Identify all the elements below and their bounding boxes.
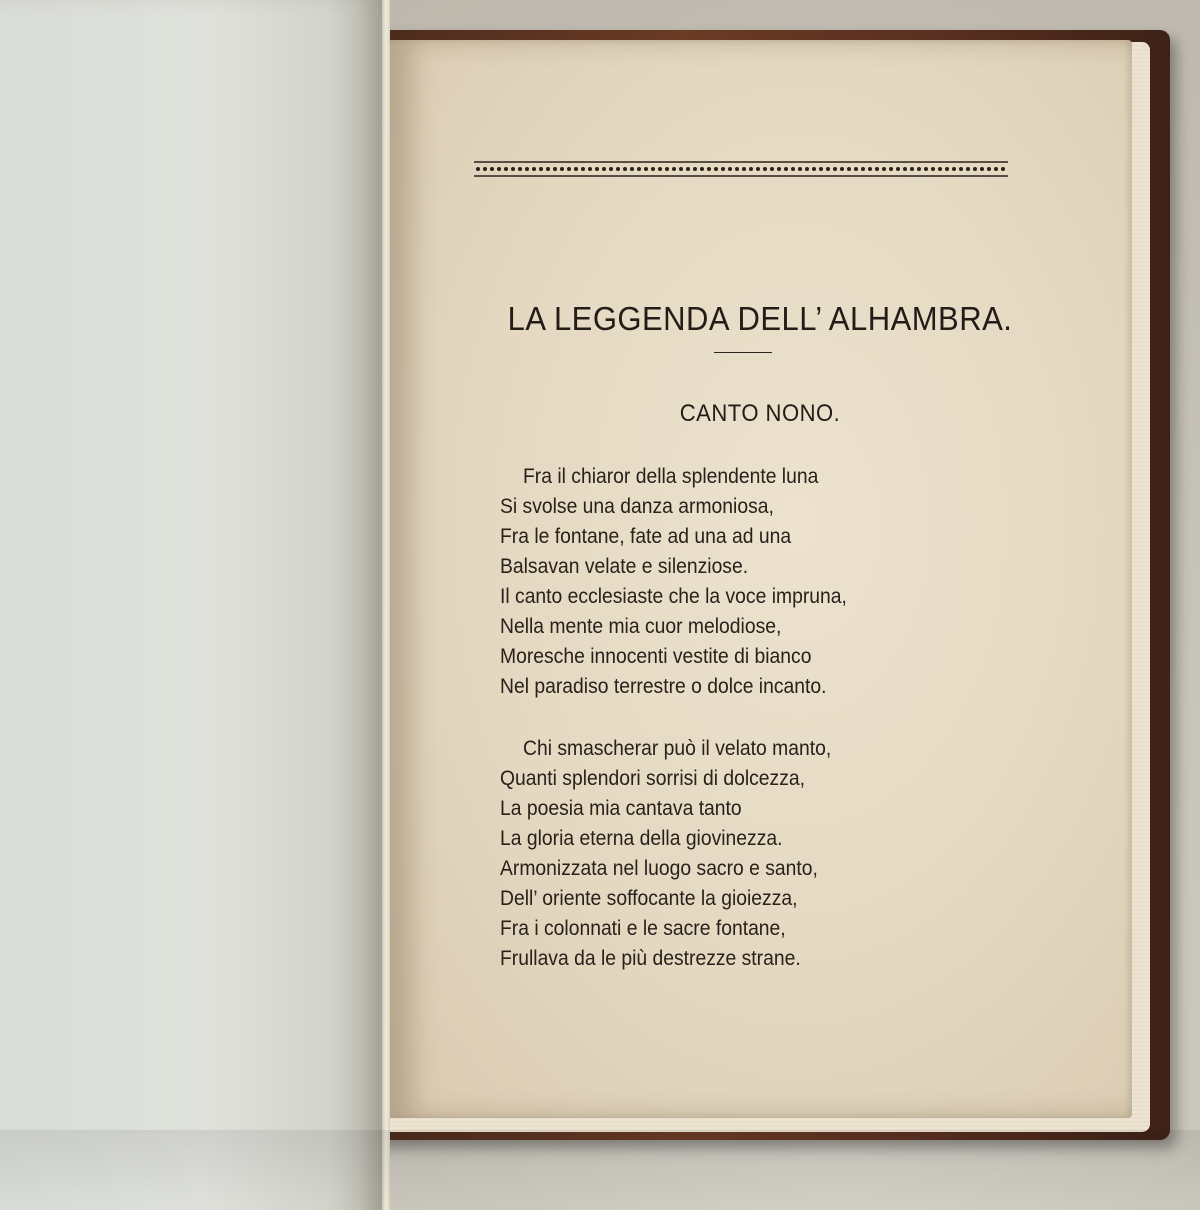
verse-line: Dell’ oriente soffocante la gioiezza, [500,887,798,910]
ornament-dot [952,167,956,171]
stanza-1 [500,462,847,702]
ornament-dot [539,167,543,171]
ornament-dot [546,167,550,171]
ornament-dot [595,167,599,171]
ornament-graphic [474,160,1008,178]
verse-line: Fra i colonnati e le sacre fontane, [500,917,786,940]
ornament-dot [917,167,921,171]
left-page-edge [382,0,390,1210]
ornament-dot [910,167,914,171]
ornament-dot [896,167,900,171]
ornament-dot [945,167,949,171]
ornament-dot [826,167,830,171]
ornament-dot [602,167,606,171]
verse-line: La poesia mia cantava tanto [500,797,742,820]
table-shadow [0,1130,1200,1210]
ornament-dot [938,167,942,171]
ornament-dot [889,167,893,171]
ornament-dot [980,167,984,171]
ornament-dot [1001,167,1005,171]
ornament-dot [812,167,816,171]
poem-title: LA LEGGENDA DELL’ ALHAMBRA. [507,300,1013,337]
ornament-dot [819,167,823,171]
ornament-dot [665,167,669,171]
verse-line: Fra il chiaror della splendente luna [523,465,819,488]
ornament-dot [658,167,662,171]
ornament-dot [497,167,501,171]
ornament-dot [588,167,592,171]
verse-line: Frullava da le più destrezze strane. [500,947,801,970]
ornament-dot [609,167,613,171]
ornament-dot [707,167,711,171]
stanza-2 [500,734,831,974]
ornament-dot [805,167,809,171]
ornament-dot [903,167,907,171]
ornament-dot [644,167,648,171]
verse-line: La gloria eterna della giovinezza. [500,827,783,850]
canto-heading: CANTO NONO. [679,400,841,427]
verse-line: Nel paradiso terrestre o dolce incanto. [500,675,827,698]
ornament-dot [672,167,676,171]
ornament-dot [861,167,865,171]
ornament-dot [798,167,802,171]
ornament-dot [756,167,760,171]
ornament-dot [763,167,767,171]
ornament-dot [623,167,627,171]
ornament-dot [553,167,557,171]
ornament-dot [728,167,732,171]
ornament-dot [770,167,774,171]
ornament-dot [833,167,837,171]
verse-line: Fra le fontane, fate ad una ad una [500,525,792,548]
ornament-dot [924,167,928,171]
ornament-dot [721,167,725,171]
ornament-dot [476,167,480,171]
ornament-dot [973,167,977,171]
ornament-dot [840,167,844,171]
ornamental-rule [474,160,1008,178]
ornament-dot [847,167,851,171]
ornament-dot [490,167,494,171]
ornament-dot [532,167,536,171]
ornament-dot [518,167,522,171]
ornament-dot [854,167,858,171]
ornament-dot [574,167,578,171]
ornament-dot [931,167,935,171]
ornament-dot [966,167,970,171]
ornament-dot [483,167,487,171]
ornament-dot [686,167,690,171]
ornament-dot [560,167,564,171]
ornament-dot [749,167,753,171]
ornament-dot [742,167,746,171]
verse-line: Quanti splendori sorrisi di dolcezza, [500,767,805,790]
ornament-dot [987,167,991,171]
ornament-dot [630,167,634,171]
verse-line: Balsavan velate e silenziose. [500,555,749,578]
ornament-dot [791,167,795,171]
verse-line: Si svolse una danza armoniosa, [500,495,774,518]
ornament-dot [882,167,886,171]
ornament-dot [511,167,515,171]
ornament-dot [700,167,704,171]
ornament-dot [504,167,508,171]
ornament-dot [875,167,879,171]
left-blank-page [0,0,390,1210]
ornament-dot [784,167,788,171]
ornament-dot [735,167,739,171]
ornament-dot [959,167,963,171]
title-underline [714,352,772,353]
ornament-dot [777,167,781,171]
ornament-dot [637,167,641,171]
ornament-dot [616,167,620,171]
verse-line: Nella mente mia cuor melodiose, [500,615,782,638]
ornament-dot [994,167,998,171]
ornament-dot [581,167,585,171]
ornament-dot [679,167,683,171]
ornament-dot [693,167,697,171]
verse-line: Chi smascherar può il velato manto, [523,737,832,760]
ornament-dot [714,167,718,171]
ornament-dot [567,167,571,171]
verse-line: Armonizzata nel luogo sacro e santo, [500,857,818,880]
verse-line: Il canto ecclesiaste che la voce impruna, [500,585,847,608]
ornament-dot [525,167,529,171]
ornament-dot [651,167,655,171]
ornament-dot [868,167,872,171]
verse-line: Moresche innocenti vestite di bianco [500,645,812,668]
